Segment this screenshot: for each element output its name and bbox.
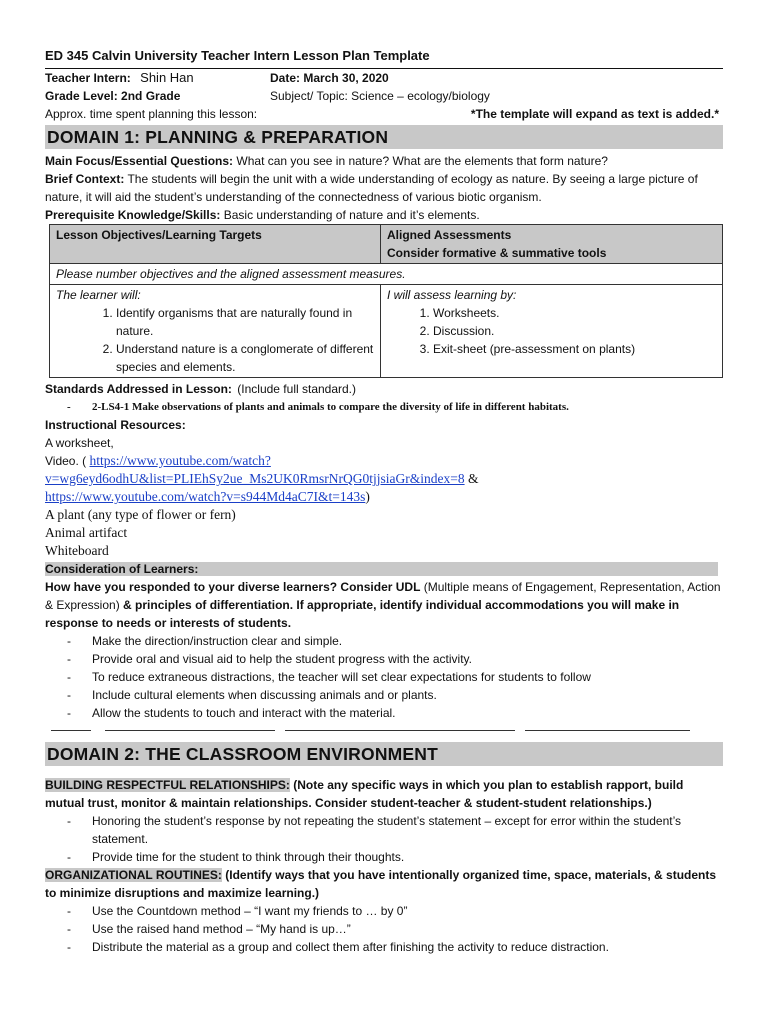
prereq-text: Basic understanding of nature and it’s elements.: [223, 208, 480, 222]
routines-label: ORGANIZATIONAL ROUTINES:: [45, 868, 222, 882]
list-item: - Distribute the material as a group and collect them after finishing the activity to reduce distraction.: [67, 938, 723, 956]
list-item: - Provide oral and visual aid to help the student progress with the activity.: [67, 650, 723, 668]
objectives-cell: [50, 285, 381, 378]
list-item: 1. Worksheets.: [433, 304, 716, 322]
main-focus-label: Main Focus/Essential Questions:: [45, 154, 234, 168]
learner-list: [45, 632, 723, 722]
prereq-label: Prerequisite Knowledge/Skills:: [45, 208, 221, 222]
assessments-header-line2: Consider formative & summative tools: [387, 246, 607, 260]
resource-video-line1: [45, 452, 723, 470]
learners-question-b: (Multiple means of Engagement, Representation, Action & Expression): [45, 580, 721, 612]
list-item: - Use the Countdown method – “I want my friends to … by 0”: [67, 902, 723, 920]
main-focus-text: What can you see in nature? What are the elements that form nature?: [236, 154, 608, 168]
list-item: - Make the direction/instruction clear and simple.: [67, 632, 723, 650]
main-focus: [45, 152, 723, 170]
routines-text: (Identify ways that you have intentionally organized time, space, materials, & students to minimize disruptions and maximize learning.): [45, 868, 717, 900]
header-row-3: [45, 105, 723, 123]
standards-label: Standards Addressed in Lesson:: [45, 382, 232, 396]
resource-animal: Animal artifact: [45, 525, 128, 540]
standards: [45, 380, 723, 398]
domain1-heading: DOMAIN 1: PLANNING & PREPARATION: [45, 125, 723, 149]
teacher-intern-value: Shin Han: [140, 70, 194, 85]
resources-label: Instructional Resources:: [45, 418, 186, 432]
assessments-list: [387, 304, 716, 358]
header-row-2: [45, 87, 723, 105]
list-item: 1. Identify organisms that are naturally found in nature.: [116, 304, 374, 340]
table-note: Please number objectives and the aligned assessment measures.: [50, 264, 723, 285]
learners-question: [45, 578, 723, 632]
assessments-header: [381, 225, 723, 264]
document-title: ED 345 Calvin University Teacher Intern Lesson Plan Template: [45, 48, 430, 63]
teacher-intern-label: Teacher Intern:: [45, 71, 131, 85]
expand-note: *The template will expand as text is added.*: [470, 107, 719, 121]
date-field: Date: March 30, 2020: [270, 71, 389, 85]
relationships: [45, 776, 723, 812]
table-header-row: [50, 225, 723, 264]
learners-question-c: & principles of differentiation. If appropriate, identify individual accommodations you will make in response to needs or interests of students.: [45, 598, 680, 630]
prerequisite: [45, 206, 723, 224]
domain2-heading: DOMAIN 2: THE CLASSROOM ENVIRONMENT: [45, 742, 723, 766]
objectives-table: [49, 224, 723, 378]
objectives-list: [56, 304, 374, 376]
list-item: 2. Understand nature is a conglomerate of different species and elements.: [116, 340, 374, 376]
standards-note: (Include full standard.): [237, 382, 357, 396]
close-paren: ): [365, 489, 370, 504]
routine-list: [45, 902, 723, 956]
list-item: - Include cultural elements when discussing animals and or plants.: [67, 686, 723, 704]
header-row-1: [45, 69, 723, 87]
lesson-plan: [45, 47, 723, 956]
resource-video-line2: [45, 470, 723, 488]
list-item: - Honoring the student’s response by not repeating the student’s statement – except for error within the student’s statement.: [67, 812, 723, 848]
learners-heading-line: [45, 560, 723, 578]
approx-time: Approx. time spent planning this lesson:: [45, 107, 258, 121]
list-item: 2. Discussion.: [433, 322, 716, 340]
learner-will: The learner will:: [56, 288, 141, 302]
video-prefix: Video. (: [45, 454, 87, 468]
video-link-1-part1[interactable]: https://www.youtube.com/watch?: [89, 453, 271, 468]
resource-worksheet: A worksheet,: [45, 436, 114, 450]
grade-level: Grade Level: 2nd Grade: [45, 89, 181, 103]
resource-whiteboard: Whiteboard: [45, 543, 109, 558]
assessments-header-line1: Aligned Assessments: [387, 228, 512, 242]
table-note-row: [50, 264, 723, 285]
video-link-1-part2[interactable]: v=wg6eyd6odhU&list=PLIEhSy2ue_Ms2UK0RmsrNrQG0tjjsiaGr&index=8: [45, 471, 465, 486]
list-item: - To reduce extraneous distractions, the teacher will set clear expectations for students to follow: [67, 668, 723, 686]
objectives-header: Lesson Objectives/Learning Targets: [50, 225, 381, 264]
section-divider: [45, 726, 723, 736]
list-item: - Use the raised hand method – “My hand is up…”: [67, 920, 723, 938]
resource-video-line3: [45, 488, 723, 506]
routines: [45, 866, 723, 902]
brief-context-text: The students will begin the unit with a wide understanding of ecology as nature. By seeing a large picture of nature, it will aid the student’s understanding of the connectedness of various biotic organism.: [45, 172, 698, 204]
resource-plant: A plant (any type of flower or fern): [45, 507, 236, 522]
list-item: - Allow the students to touch and interact with the material.: [67, 704, 723, 722]
video-link-2[interactable]: https://www.youtube.com/watch?v=s944Md4aC7I&t=143s: [45, 489, 366, 504]
brief-context-label: Brief Context:: [45, 172, 125, 186]
assess-intro: I will assess learning by:: [387, 288, 517, 302]
brief-context: [45, 170, 723, 206]
learners-label: Consideration of Learners:: [45, 562, 718, 576]
standards-list: [45, 398, 723, 416]
list-item: - Provide time for the student to think through their thoughts.: [67, 848, 723, 866]
relationships-text: (Note any specific ways in which you plan to establish rapport, build mutual trust, monitor & maintain relationships. Consider student-teacher & student-student relationships.): [45, 778, 684, 810]
learners-question-a: How have you responded to your diverse learners? Consider UDL: [45, 580, 421, 594]
relationships-label: BUILDING RESPECTFUL RELATIONSHIPS:: [45, 778, 290, 792]
ampersand: &: [467, 471, 479, 486]
relationship-list: [45, 812, 723, 866]
table-content-row: [50, 285, 723, 378]
list-item: 3. Exit-sheet (pre-assessment on plants): [433, 340, 716, 358]
assessments-cell: [381, 285, 723, 378]
standard-item: - 2-LS4-1 Make observations of plants and animals to compare the diversity of life in different habitats.: [67, 398, 723, 416]
subject-topic: Subject/ Topic: Science – ecology/biology: [270, 89, 490, 103]
